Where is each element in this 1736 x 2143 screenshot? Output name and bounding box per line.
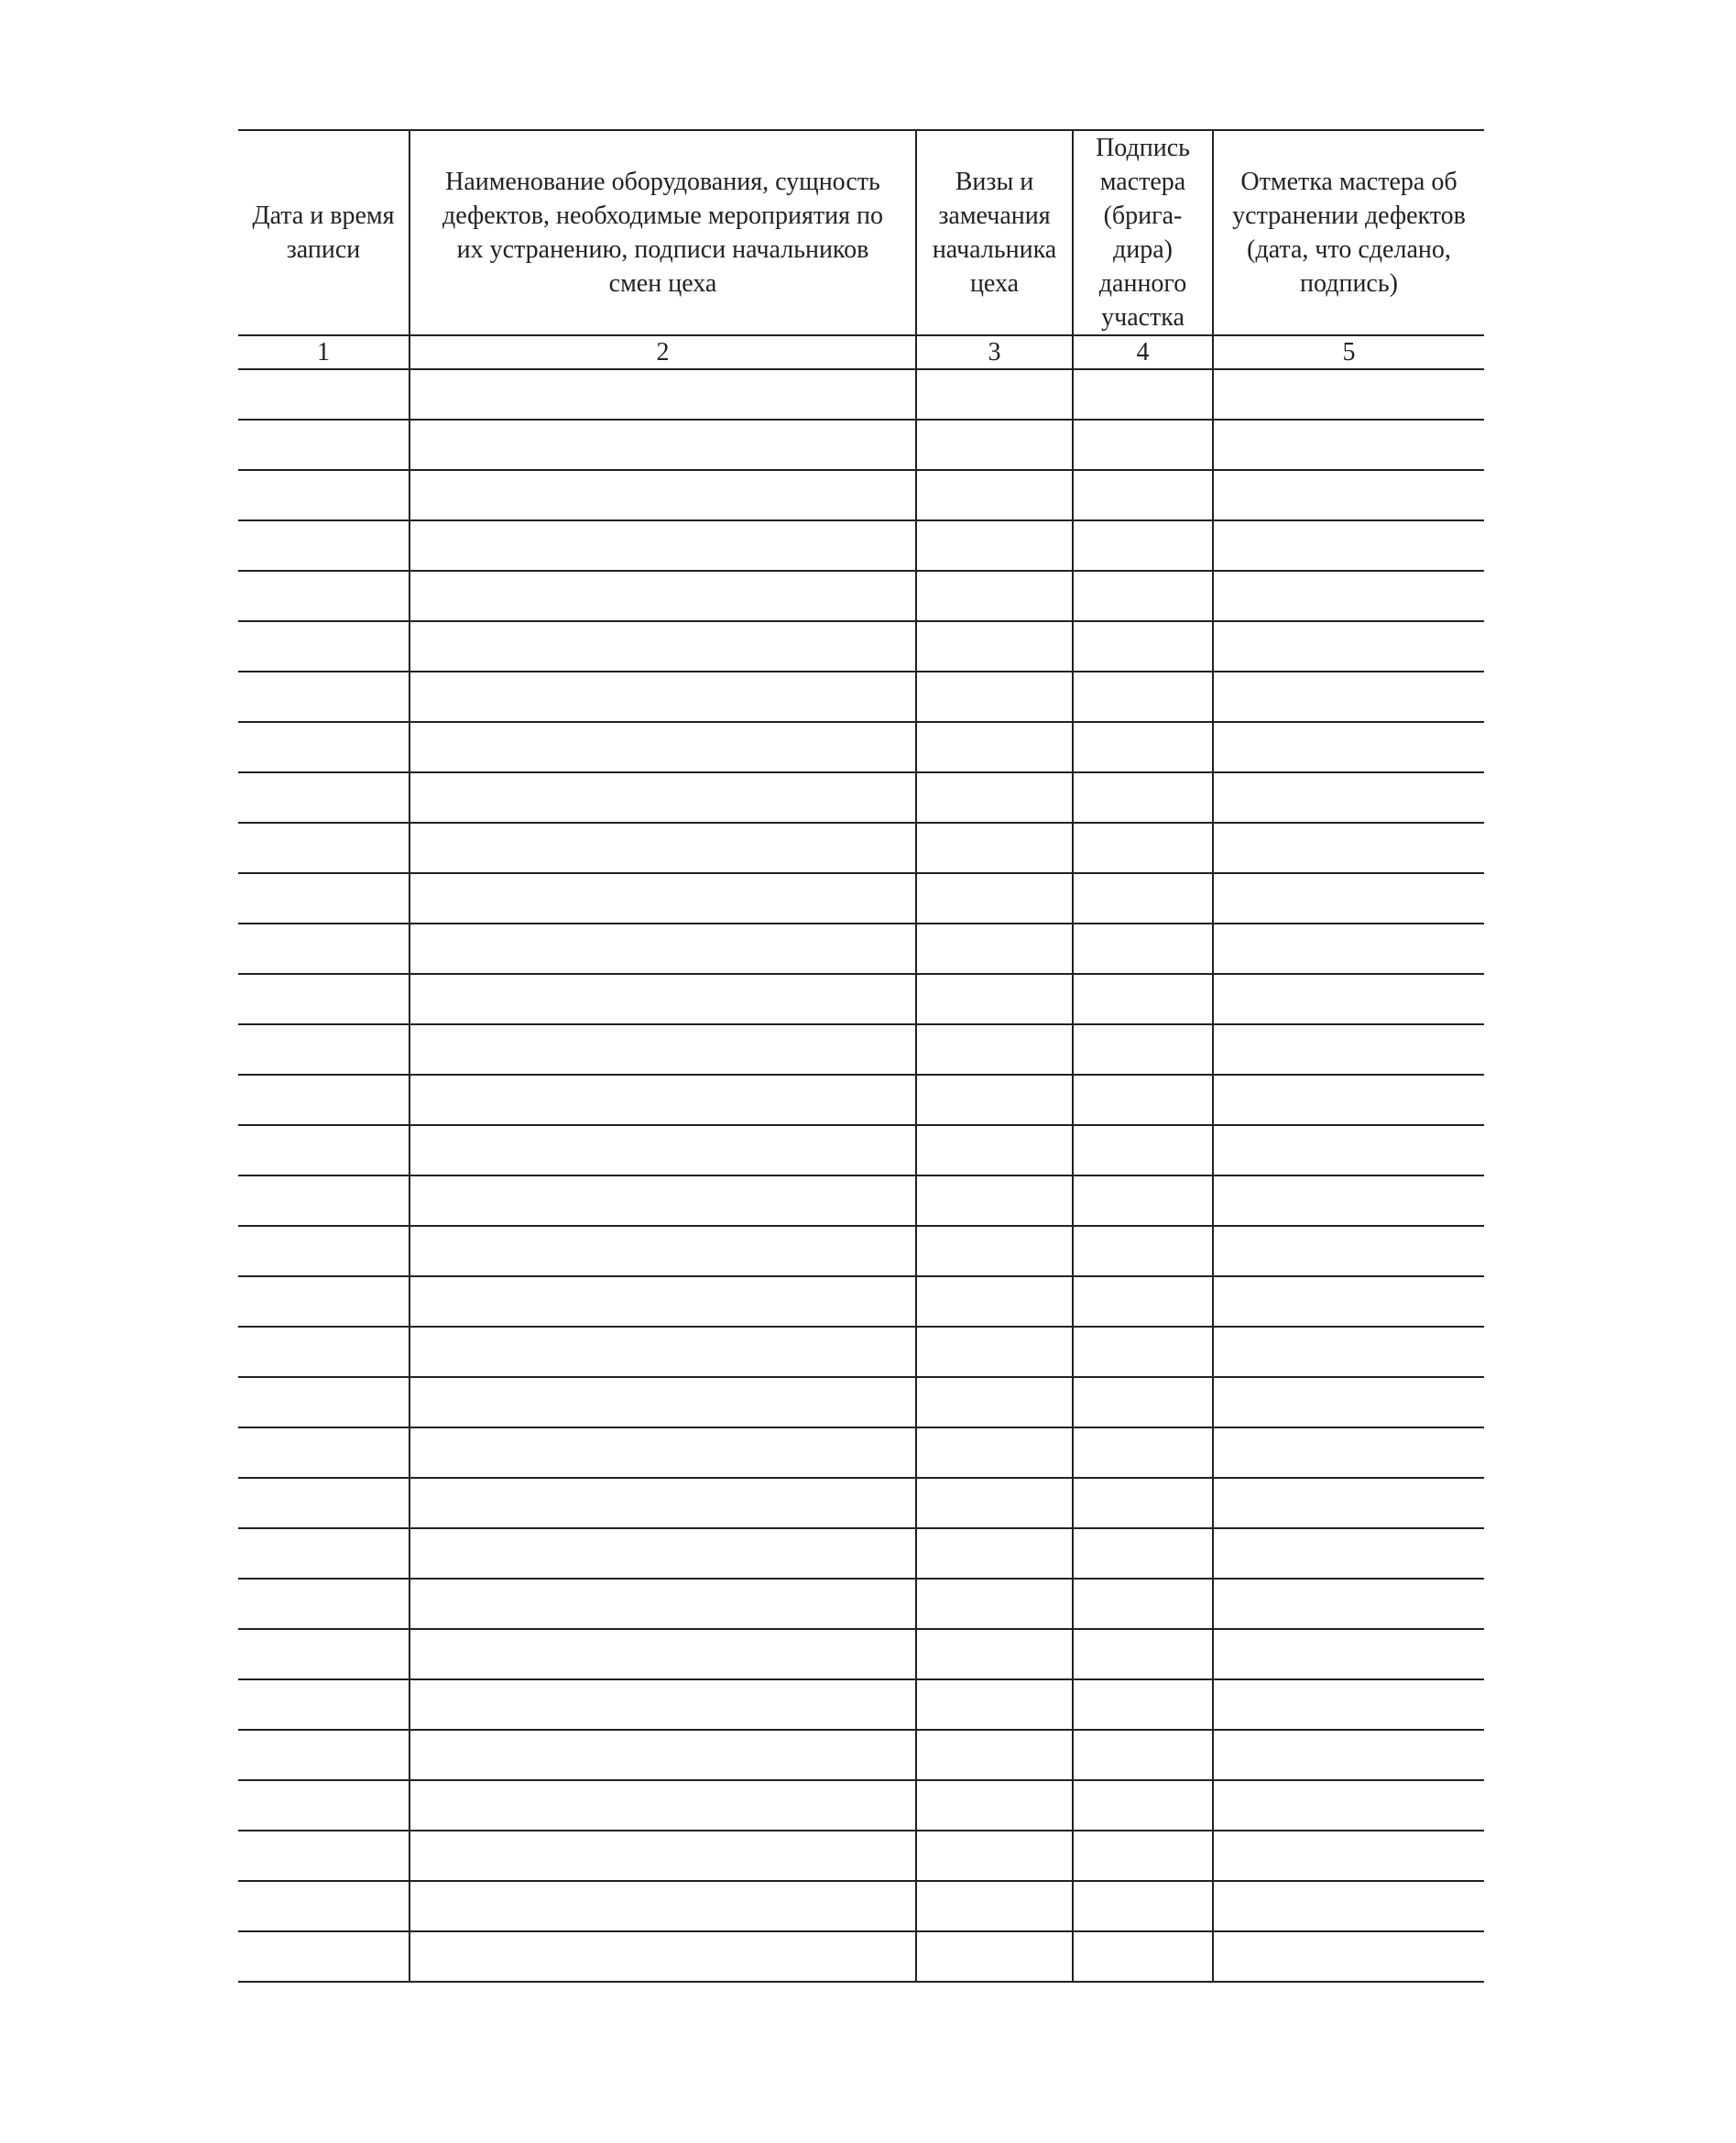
description-cell (409, 420, 916, 470)
date-cell (238, 1780, 409, 1831)
date-cell (238, 974, 409, 1024)
date-cell (238, 1831, 409, 1881)
date-cell (238, 722, 409, 772)
table-row (238, 672, 1484, 722)
date-cell (238, 1024, 409, 1075)
description-cell (409, 1881, 916, 1931)
date-cell (238, 1528, 409, 1579)
completion-cell (1213, 1831, 1484, 1881)
remarks-cell (916, 772, 1073, 823)
table-row (238, 470, 1484, 520)
signature-cell (1073, 672, 1213, 722)
completion-cell (1213, 1579, 1484, 1629)
date-cell (238, 672, 409, 722)
description-cell (409, 369, 916, 420)
table-row (238, 1024, 1484, 1075)
completion-cell (1213, 823, 1484, 873)
signature-cell (1073, 571, 1213, 621)
remarks-cell (916, 1276, 1073, 1327)
description-cell (409, 873, 916, 924)
header-equipment-defects: Наименование оборудования, сущность дефектов, необходимые мероприятия по их устранению, подписи начальников смен цеха (409, 130, 916, 335)
date-cell (238, 1175, 409, 1226)
signature-cell (1073, 369, 1213, 420)
signature-cell (1073, 1226, 1213, 1276)
description-cell (409, 1579, 916, 1629)
signature-cell (1073, 1024, 1213, 1075)
column-number-1: 1 (238, 335, 409, 369)
date-cell (238, 571, 409, 621)
completion-cell (1213, 772, 1484, 823)
table-row (238, 924, 1484, 974)
table-row (238, 1075, 1484, 1125)
signature-cell (1073, 420, 1213, 470)
remarks-cell (916, 1377, 1073, 1427)
header-row (238, 130, 1484, 335)
remarks-cell (916, 672, 1073, 722)
date-cell (238, 1377, 409, 1427)
table-row (238, 420, 1484, 470)
completion-cell (1213, 420, 1484, 470)
table-row (238, 1427, 1484, 1478)
signature-cell (1073, 621, 1213, 672)
description-cell (409, 672, 916, 722)
signature-cell (1073, 823, 1213, 873)
date-cell (238, 1931, 409, 1982)
column-number-3: 3 (916, 335, 1073, 369)
table-header (238, 130, 1484, 369)
description-cell (409, 1931, 916, 1982)
remarks-cell (916, 1175, 1073, 1226)
remarks-cell (916, 722, 1073, 772)
remarks-cell (916, 1478, 1073, 1528)
signature-cell (1073, 1579, 1213, 1629)
completion-cell (1213, 1226, 1484, 1276)
table-row (238, 974, 1484, 1024)
remarks-cell (916, 823, 1073, 873)
signature-cell (1073, 1528, 1213, 1579)
description-cell (409, 1780, 916, 1831)
header-date-time: Дата и время записи (238, 130, 409, 335)
table-row (238, 1931, 1484, 1982)
signature-cell (1073, 1881, 1213, 1931)
remarks-cell (916, 1629, 1073, 1679)
signature-cell (1073, 1679, 1213, 1730)
signature-cell (1073, 1780, 1213, 1831)
remarks-cell (916, 369, 1073, 420)
remarks-cell (916, 621, 1073, 672)
table-row (238, 1679, 1484, 1730)
date-cell (238, 1276, 409, 1327)
date-cell (238, 1629, 409, 1679)
remarks-cell (916, 1125, 1073, 1175)
signature-cell (1073, 772, 1213, 823)
description-cell (409, 1327, 916, 1377)
description-cell (409, 722, 916, 772)
date-cell (238, 1327, 409, 1377)
signature-cell (1073, 1427, 1213, 1478)
date-cell (238, 1125, 409, 1175)
signature-cell (1073, 722, 1213, 772)
description-cell (409, 1125, 916, 1175)
description-cell (409, 470, 916, 520)
completion-cell (1213, 974, 1484, 1024)
description-cell (409, 1276, 916, 1327)
completion-cell (1213, 1427, 1484, 1478)
description-cell (409, 1075, 916, 1125)
remarks-cell (916, 1327, 1073, 1377)
date-cell (238, 420, 409, 470)
table-row (238, 772, 1484, 823)
signature-cell (1073, 1629, 1213, 1679)
description-cell (409, 1730, 916, 1780)
completion-cell (1213, 1377, 1484, 1427)
completion-cell (1213, 1327, 1484, 1377)
date-cell (238, 772, 409, 823)
remarks-cell (916, 520, 1073, 571)
description-cell (409, 1831, 916, 1881)
remarks-cell (916, 1730, 1073, 1780)
completion-cell (1213, 1528, 1484, 1579)
description-cell (409, 1226, 916, 1276)
table-row (238, 621, 1484, 672)
remarks-cell (916, 1831, 1073, 1881)
signature-cell (1073, 873, 1213, 924)
signature-cell (1073, 1931, 1213, 1982)
column-number-2: 2 (409, 335, 916, 369)
remarks-cell (916, 1528, 1073, 1579)
remarks-cell (916, 1679, 1073, 1730)
date-cell (238, 924, 409, 974)
signature-cell (1073, 974, 1213, 1024)
completion-cell (1213, 621, 1484, 672)
completion-cell (1213, 1024, 1484, 1075)
signature-cell (1073, 1831, 1213, 1881)
description-cell (409, 974, 916, 1024)
date-cell (238, 1075, 409, 1125)
date-cell (238, 1881, 409, 1931)
table-row (238, 1226, 1484, 1276)
description-cell (409, 1175, 916, 1226)
signature-cell (1073, 470, 1213, 520)
date-cell (238, 1730, 409, 1780)
completion-cell (1213, 924, 1484, 974)
table-row (238, 1327, 1484, 1377)
header-chief-remarks: Визы и замечания начальника цеха (916, 130, 1073, 335)
table-row (238, 722, 1484, 772)
remarks-cell (916, 420, 1073, 470)
description-cell (409, 1427, 916, 1478)
remarks-cell (916, 571, 1073, 621)
table-row (238, 1478, 1484, 1528)
description-cell (409, 772, 916, 823)
date-cell (238, 369, 409, 420)
table-row (238, 369, 1484, 420)
signature-cell (1073, 1730, 1213, 1780)
remarks-cell (916, 1579, 1073, 1629)
table-row (238, 1377, 1484, 1427)
completion-cell (1213, 470, 1484, 520)
table-row (238, 1831, 1484, 1881)
remarks-cell (916, 1780, 1073, 1831)
date-cell (238, 823, 409, 873)
description-cell (409, 520, 916, 571)
completion-cell (1213, 672, 1484, 722)
completion-cell (1213, 722, 1484, 772)
completion-cell (1213, 1730, 1484, 1780)
signature-cell (1073, 1377, 1213, 1427)
remarks-cell (916, 1427, 1073, 1478)
signature-cell (1073, 1276, 1213, 1327)
description-cell (409, 1528, 916, 1579)
date-cell (238, 1226, 409, 1276)
completion-cell (1213, 1679, 1484, 1730)
remarks-cell (916, 924, 1073, 974)
table-row (238, 873, 1484, 924)
table-row (238, 520, 1484, 571)
description-cell (409, 1377, 916, 1427)
signature-cell (1073, 1327, 1213, 1377)
signature-cell (1073, 1478, 1213, 1528)
date-cell (238, 520, 409, 571)
remarks-cell (916, 470, 1073, 520)
completion-cell (1213, 1780, 1484, 1831)
completion-cell (1213, 1075, 1484, 1125)
completion-cell (1213, 873, 1484, 924)
table-row (238, 1730, 1484, 1780)
date-cell (238, 1478, 409, 1528)
completion-cell (1213, 1881, 1484, 1931)
table-row (238, 1780, 1484, 1831)
column-number-5: 5 (1213, 335, 1484, 369)
table-body (238, 369, 1484, 1982)
description-cell (409, 823, 916, 873)
description-cell (409, 571, 916, 621)
signature-cell (1073, 520, 1213, 571)
completion-cell (1213, 1931, 1484, 1982)
table-row (238, 1629, 1484, 1679)
date-cell (238, 621, 409, 672)
defect-journal-table (238, 129, 1484, 1983)
table-row (238, 823, 1484, 873)
completion-cell (1213, 1125, 1484, 1175)
description-cell (409, 1024, 916, 1075)
completion-cell (1213, 520, 1484, 571)
table-row (238, 1175, 1484, 1226)
table-row (238, 1276, 1484, 1327)
remarks-cell (916, 1226, 1073, 1276)
remarks-cell (916, 1024, 1073, 1075)
column-number-4: 4 (1073, 335, 1213, 369)
date-cell (238, 1679, 409, 1730)
table-row (238, 1125, 1484, 1175)
completion-cell (1213, 369, 1484, 420)
header-master-mark: Отметка мастера об устранении дефектов (дата, что сделано, подпись) (1213, 130, 1484, 335)
header-master-signature: Подпись мастера (брига- дира) данного участка (1073, 130, 1213, 335)
completion-cell (1213, 1629, 1484, 1679)
date-cell (238, 470, 409, 520)
remarks-cell (916, 873, 1073, 924)
signature-cell (1073, 924, 1213, 974)
signature-cell (1073, 1125, 1213, 1175)
date-cell (238, 873, 409, 924)
description-cell (409, 1679, 916, 1730)
description-cell (409, 621, 916, 672)
completion-cell (1213, 1276, 1484, 1327)
table-row (238, 1579, 1484, 1629)
table-row (238, 1881, 1484, 1931)
description-cell (409, 1478, 916, 1528)
remarks-cell (916, 1881, 1073, 1931)
completion-cell (1213, 1478, 1484, 1528)
signature-cell (1073, 1075, 1213, 1125)
remarks-cell (916, 974, 1073, 1024)
completion-cell (1213, 571, 1484, 621)
description-cell (409, 1629, 916, 1679)
date-cell (238, 1427, 409, 1478)
completion-cell (1213, 1175, 1484, 1226)
table-row (238, 571, 1484, 621)
date-cell (238, 1579, 409, 1629)
description-cell (409, 924, 916, 974)
remarks-cell (916, 1931, 1073, 1982)
table-row (238, 1528, 1484, 1579)
column-number-row (238, 335, 1484, 369)
signature-cell (1073, 1175, 1213, 1226)
remarks-cell (916, 1075, 1073, 1125)
